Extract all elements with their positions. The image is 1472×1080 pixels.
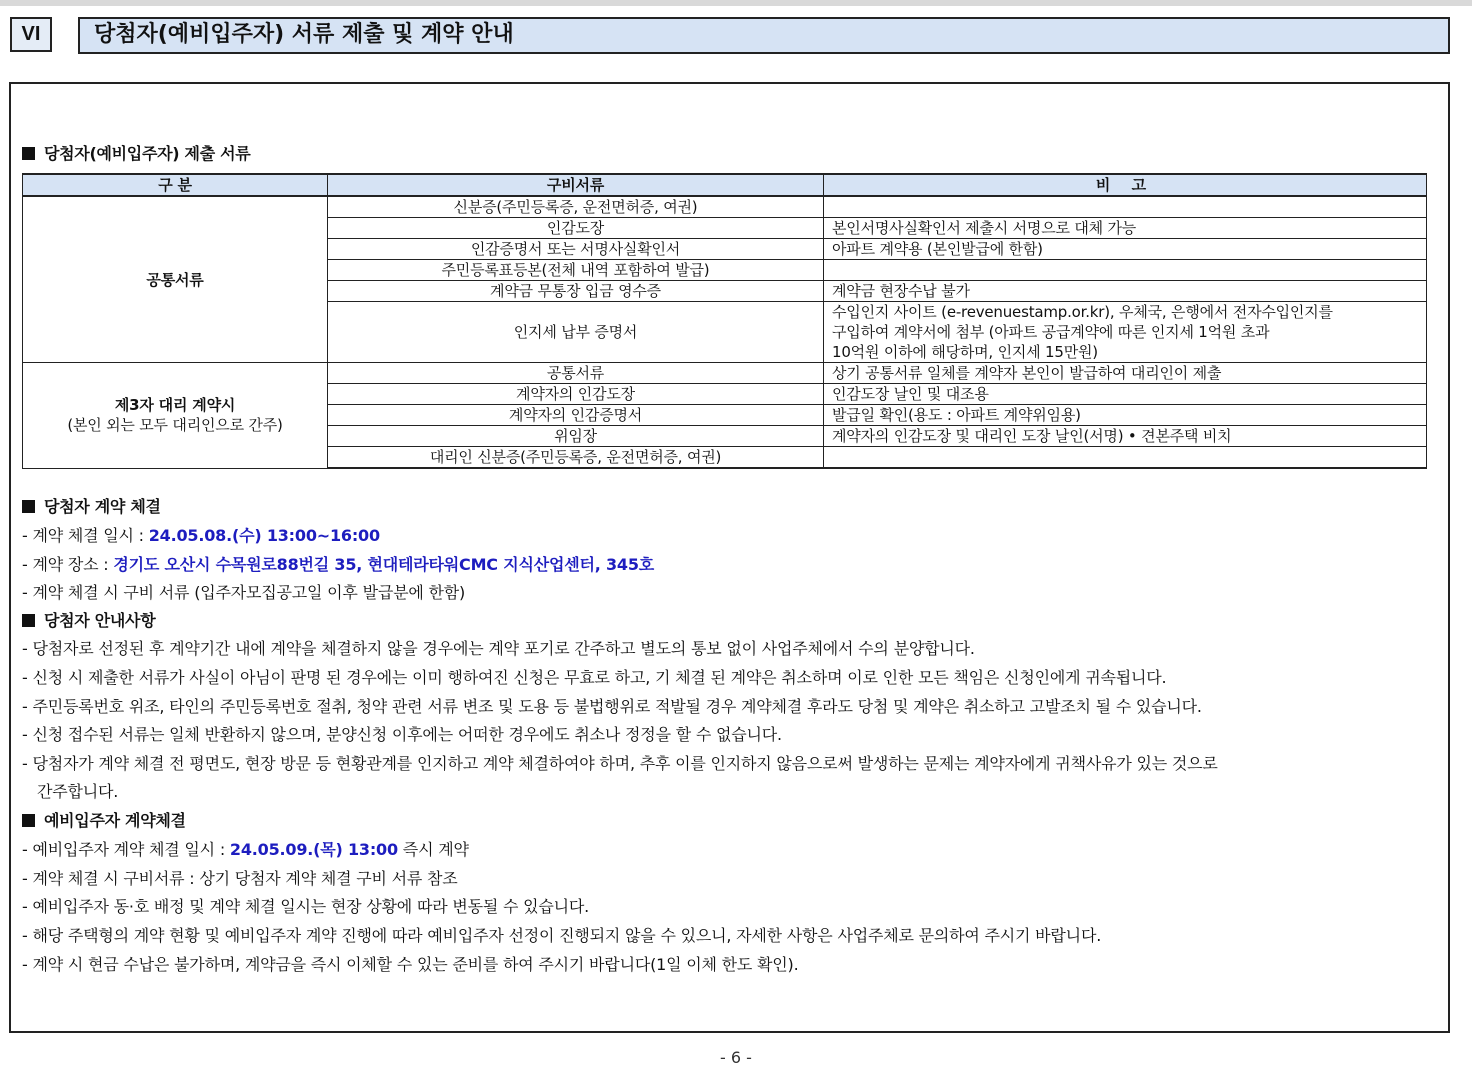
- section-title: 당첨자(예비입주자) 서류 제출 및 계약 안내: [78, 17, 1450, 54]
- doc-cell: 인감도장: [328, 218, 824, 239]
- col-header-remarks: 비 고: [824, 174, 1427, 196]
- square-bullet-icon: [22, 614, 35, 627]
- reserve-heading-text: 예비입주자 계약체결: [44, 811, 186, 830]
- group-common-docs: 공통서류: [23, 196, 328, 363]
- contract-date-line: [22, 523, 380, 546]
- notice-heading: [22, 608, 155, 631]
- note-cell: 본인서명사실확인서 제출시 서명으로 대체 가능: [824, 218, 1427, 239]
- group-proxy-sublabel: (본인 외는 모두 대리인으로 간주): [67, 416, 283, 435]
- notice-line: - 주민등록번호 위조, 타인의 주민등록번호 절취, 청약 관련 서류 변조 및 도용 등 불법행위로 적발될 경우 계약체결 후라도 당첨 및 계약은 취소하고 고발조치 될 수 있습니다.: [22, 697, 1202, 716]
- notice-line: - 당첨자로 선정된 후 계약기간 내에 계약을 체결하지 않을 경우에는 계약 포기로 간주하고 별도의 통보 없이 사업주체에서 수의 분양합니다.: [22, 639, 975, 658]
- note-line: 구입하여 계약서에 첨부 (아파트 공급계약에 따른 인지세 1억원 초과: [832, 323, 1270, 341]
- doc-cell: 인지세 납부 증명서: [328, 302, 824, 363]
- note-cell: [824, 302, 1427, 363]
- doc-cell: 주민등록표등본(전체 내역 포함하여 발급): [328, 260, 824, 281]
- doc-cell: 공통서류: [328, 363, 824, 384]
- note-cell: 상기 공통서류 일체를 계약자 본인이 발급하여 대리인이 제출: [824, 363, 1427, 384]
- section-number: VI: [10, 17, 52, 52]
- contract-heading-text: 당첨자 계약 체결: [44, 497, 161, 516]
- reserve-date-value: 24.05.09.(목) 13:00: [229, 840, 398, 859]
- table-row: [23, 363, 1427, 384]
- doc-cell: 신분증(주민등록증, 운전면허증, 여권): [328, 196, 824, 218]
- note-line: 수입인지 사이트 (e-revenuestamp.or.kr), 우체국, 은행에서 전자수입인지를: [832, 303, 1333, 321]
- note-cell: [824, 447, 1427, 469]
- note-cell: 계약금 현장수납 불가: [824, 281, 1427, 302]
- square-bullet-icon: [22, 814, 35, 827]
- reserve-line: - 계약 시 현금 수납은 불가하며, 계약금을 즉시 이체할 수 있는 준비를 하여 주시기 바랍니다(1일 이체 한도 확인).: [22, 955, 799, 974]
- contract-place-label: - 계약 장소 :: [22, 555, 114, 574]
- note-cell: 인감도장 날인 및 대조용: [824, 384, 1427, 405]
- reserve-line: - 계약 체결 시 구비서류 : 상기 당첨자 계약 체결 구비 서류 참조: [22, 869, 458, 888]
- reserve-line: - 예비입주자 동·호 배정 및 계약 체결 일시는 현장 상황에 따라 변동될 수 있습니다.: [22, 897, 590, 916]
- reserve-date-line: [22, 837, 469, 860]
- doc-cell: 계약자의 인감도장: [328, 384, 824, 405]
- doc-cell: 위임장: [328, 426, 824, 447]
- square-bullet-icon: [22, 500, 35, 513]
- contract-date-value: 24.05.08.(수) 13:00~16:00: [148, 526, 380, 545]
- docs-heading: [22, 141, 250, 164]
- doc-cell: 계약자의 인감증명서: [328, 405, 824, 426]
- reserve-date-suffix: 즉시 계약: [397, 840, 469, 859]
- notice-heading-text: 당첨자 안내사항: [44, 611, 156, 630]
- contract-heading: [22, 494, 161, 517]
- notice-line: - 당첨자가 계약 체결 전 평면도, 현장 방문 등 현황관계를 인지하고 계약 체결하여야 하며, 추후 이를 인지하지 않음으로써 발생하는 문제는 계약자에게 귀책사유가 있는 것으로: [22, 754, 1218, 773]
- notice-line: - 신청 시 제출한 서류가 사실이 아님이 판명 된 경우에는 이미 행하여진 신청은 무효로 하고, 기 체결 된 계약은 취소하며 이로 인한 모든 책임은 신청인에게 귀속됩니다.: [22, 668, 1167, 687]
- doc-cell: 대리인 신분증(주민등록증, 운전면허증, 여권): [328, 447, 824, 469]
- reserve-line: - 해당 주택형의 계약 현황 및 예비입주자 계약 진행에 따라 예비입주자 선정이 진행되지 않을 수 있으니, 자세한 사항은 사업주체로 문의하여 주시기 바랍니다.: [22, 926, 1102, 945]
- notice-line: - 신청 접수된 서류는 일체 반환하지 않으며, 분양신청 이후에는 어떠한 경우에도 취소나 정정을 할 수 없습니다.: [22, 725, 782, 744]
- top-edge: [0, 0, 1472, 6]
- note-cell: [824, 196, 1427, 218]
- table-row: [23, 196, 1427, 218]
- doc-cell: 인감증명서 또는 서명사실확인서: [328, 239, 824, 260]
- docs-heading-text: 당첨자(예비입주자) 제출 서류: [44, 144, 251, 163]
- contract-date-label: - 계약 체결 일시 :: [22, 526, 149, 545]
- documents-table: [22, 173, 1427, 469]
- notice-line-continuation: 간주합니다.: [37, 782, 119, 801]
- square-bullet-icon: [22, 147, 35, 160]
- note-cell: 계약자의 인감도장 및 대리인 도장 날인(서명) • 견본주택 비치: [824, 426, 1427, 447]
- contract-docs-line: - 계약 체결 시 구비 서류 (입주자모집공고일 이후 발급분에 한함): [22, 583, 466, 602]
- table-header-row: [23, 174, 1427, 196]
- contract-place-value: 경기도 오산시 수목원로88번길 35, 현대테라타워CMC 지식산업센터, 345호: [113, 555, 655, 574]
- doc-cell: 계약금 무통장 입금 영수증: [328, 281, 824, 302]
- group-proxy-label: 제3자 대리 계약시: [114, 396, 236, 415]
- page-number: - 6 -: [720, 1048, 752, 1067]
- col-header-documents: 구비서류: [328, 174, 824, 196]
- group-proxy-contract: [23, 363, 328, 469]
- note-line: 10억원 이하에 해당하며, 인지세 15만원): [832, 343, 1098, 361]
- col-header-category: 구 분: [23, 174, 328, 196]
- note-cell: [824, 260, 1427, 281]
- note-cell: 아파트 계약용 (본인발급에 한함): [824, 239, 1427, 260]
- reserve-date-label: - 예비입주자 계약 체결 일시 :: [22, 840, 230, 859]
- contract-place-line: [22, 552, 654, 575]
- reserve-heading: [22, 808, 186, 831]
- note-cell: 발급일 확인(용도 : 아파트 계약위임용): [824, 405, 1427, 426]
